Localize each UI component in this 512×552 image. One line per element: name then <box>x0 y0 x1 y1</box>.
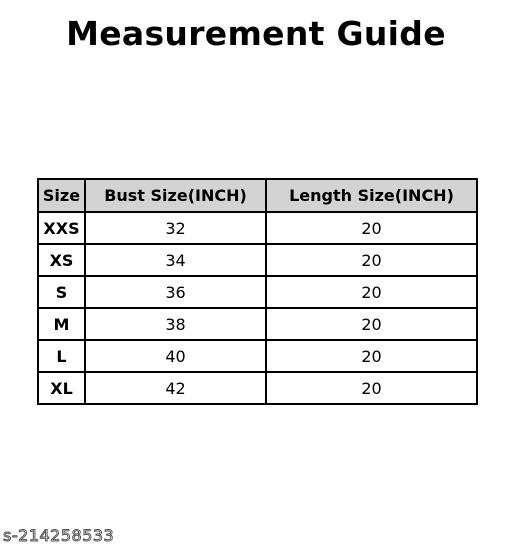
size-cell: M <box>38 308 85 340</box>
bust-cell: 42 <box>85 372 266 404</box>
column-header-length: Length Size(INCH) <box>266 179 477 212</box>
sku-watermark: s-214258533 <box>3 526 115 545</box>
size-cell: S <box>38 276 85 308</box>
size-cell: XS <box>38 244 85 276</box>
size-cell: XL <box>38 372 85 404</box>
bust-cell: 38 <box>85 308 266 340</box>
table-row <box>38 340 477 372</box>
length-cell: 20 <box>266 276 477 308</box>
length-cell: 20 <box>266 308 477 340</box>
table-row <box>38 212 477 244</box>
length-cell: 20 <box>266 372 477 404</box>
bust-cell: 32 <box>85 212 266 244</box>
size-cell: XXS <box>38 212 85 244</box>
length-cell: 20 <box>266 212 477 244</box>
table-header-row <box>38 179 477 212</box>
bust-cell: 40 <box>85 340 266 372</box>
table-row <box>38 276 477 308</box>
column-header-size: Size <box>38 179 85 212</box>
table-row <box>38 372 477 404</box>
table-row <box>38 308 477 340</box>
page-title: Measurement Guide <box>66 14 446 53</box>
length-cell: 20 <box>266 340 477 372</box>
table-row <box>38 244 477 276</box>
size-cell: L <box>38 340 85 372</box>
bust-cell: 36 <box>85 276 266 308</box>
measurement-table <box>37 178 478 405</box>
column-header-bust: Bust Size(INCH) <box>85 179 266 212</box>
bust-cell: 34 <box>85 244 266 276</box>
length-cell: 20 <box>266 244 477 276</box>
